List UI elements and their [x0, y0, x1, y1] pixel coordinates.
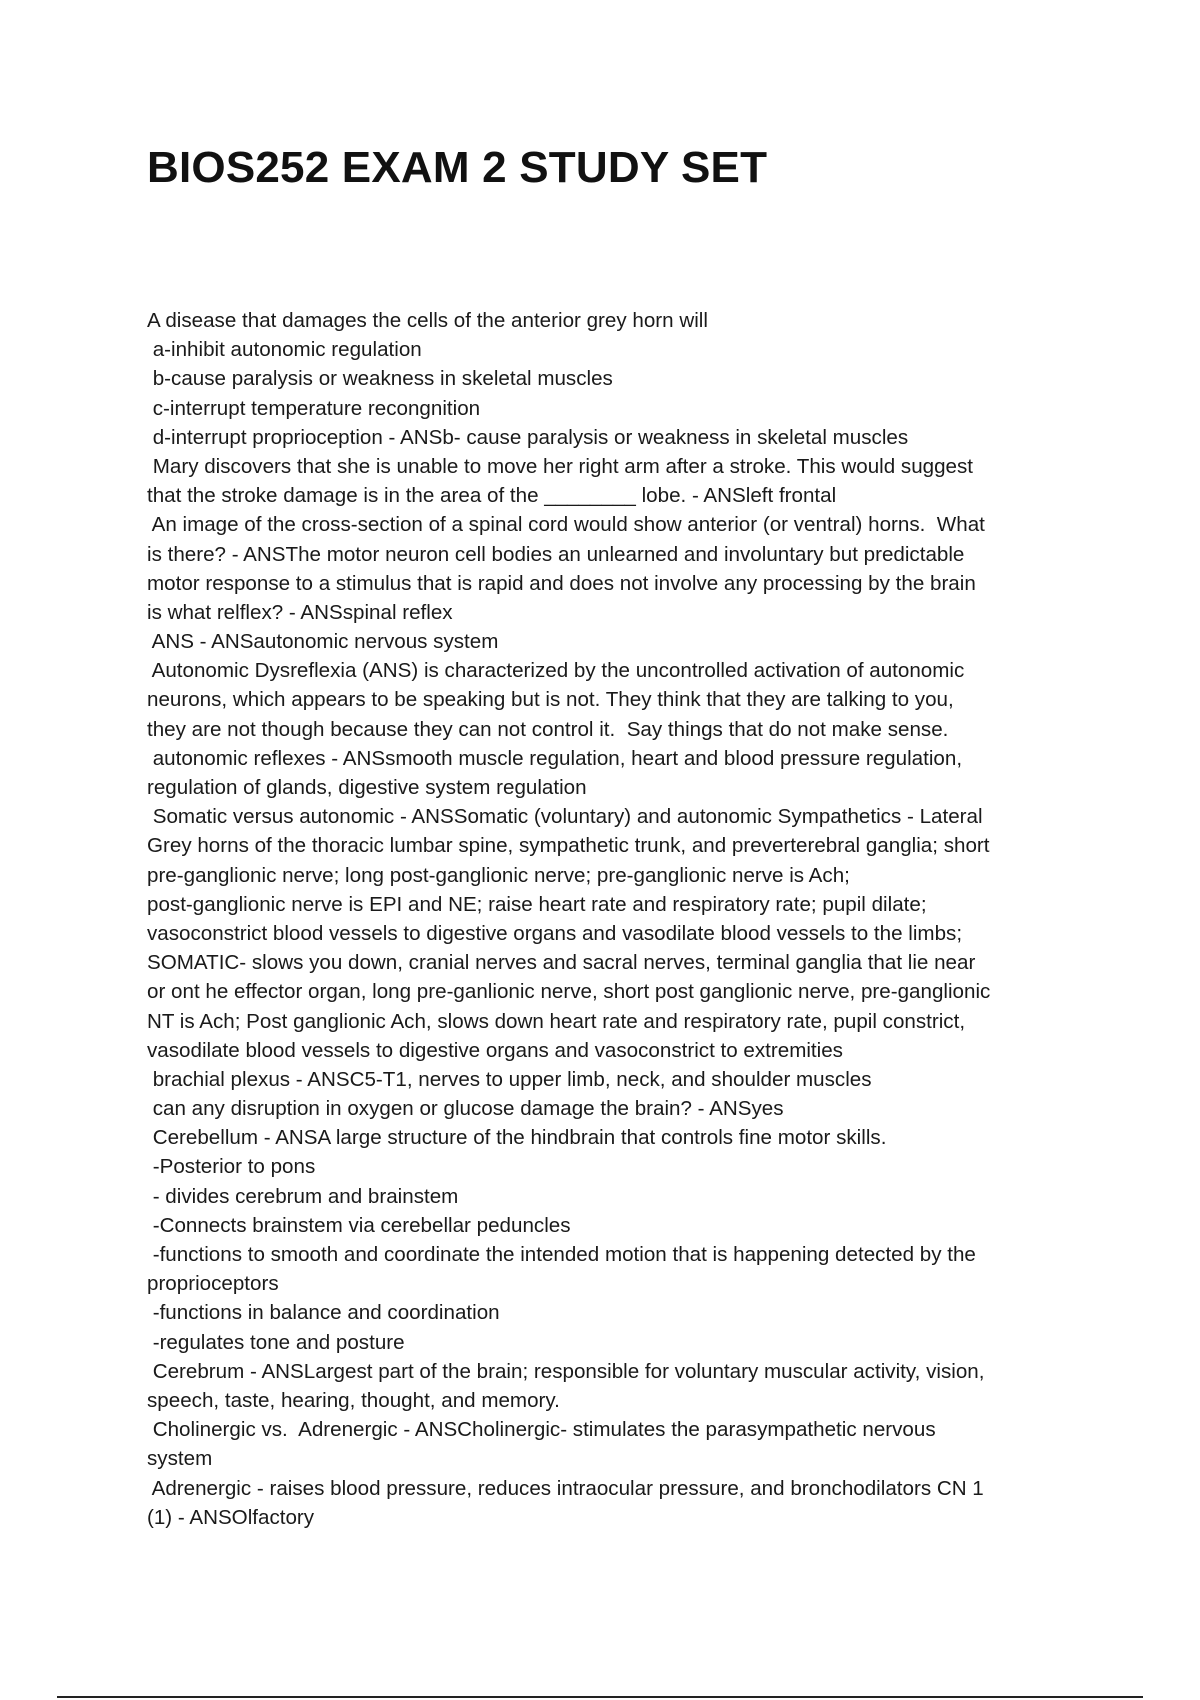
text-line: a-inhibit autonomic regulation [147, 338, 422, 362]
text-line: or ont he effector organ, long pre-ganlionic nerve, short post ganglionic nerve, pre-ganglionic [147, 980, 991, 1004]
text-line: brachial plexus - ANSC5-T1, nerves to upper limb, neck, and shoulder muscles [147, 1067, 872, 1091]
text-line: Grey horns of the thoracic lumbar spine, sympathetic trunk, and preverterebral ganglia; short [147, 834, 990, 858]
text-line: Autonomic Dysreflexia (ANS) is characterized by the uncontrolled activation of autonomic [147, 659, 965, 683]
text-line: -regulates tone and posture [147, 1330, 405, 1354]
text-line: vasoconstrict blood vessels to digestive organs and vasodilate blood vessels to the limbs; [147, 921, 963, 945]
text-line: that the stroke damage is in the area of the ________ lobe. - ANSleft frontal [147, 484, 837, 508]
text-line: b-cause paralysis or weakness in skeletal muscles [147, 367, 613, 391]
text-line: (1) - ANSOlfactory [147, 1505, 315, 1529]
text-line: A disease that damages the cells of the anterior grey horn will [147, 309, 708, 332]
text-line: vasodilate blood vessels to digestive organs and vasoconstrict to extremities [147, 1038, 843, 1062]
text-line: d-interrupt proprioception - ANSb- cause paralysis or weakness in skeletal muscles [147, 425, 909, 449]
text-line: Cerebellum - ANSA large structure of the hindbrain that controls fine motor skills. [147, 1126, 887, 1150]
text-line: - divides cerebrum and brainstem [147, 1184, 459, 1208]
text-line: is there? - ANSThe motor neuron cell bodies an unlearned and involuntary but predictable [147, 542, 965, 566]
text-line: -Posterior to pons [147, 1155, 316, 1179]
text-line: is what relflex? - ANSspinal reflex [147, 600, 453, 624]
text-line: An image of the cross-section of a spinal cord would show anterior (or ventral) horns. What [147, 513, 985, 537]
text-line: proprioceptors [147, 1272, 279, 1296]
text-line: motor response to a stimulus that is rapid and does not involve any processing by the brain [147, 571, 976, 595]
text-line: c-interrupt temperature recongnition [147, 396, 481, 420]
document-title: BIOS252 EXAM 2 STUDY SET [147, 143, 768, 192]
text-line: can any disruption in oxygen or glucose damage the brain? - ANSyes [147, 1097, 784, 1121]
text-line: Cerebrum - ANSLargest part of the brain; responsible for voluntary muscular activity, vision, [147, 1359, 985, 1383]
text-line: system [147, 1447, 213, 1471]
text-line: -functions to smooth and coordinate the intended motion that is happening detected by the [147, 1243, 976, 1266]
text-line: -Connects brainstem via cerebellar peduncles [147, 1213, 571, 1237]
text-line: speech, taste, hearing, thought, and memory. [147, 1388, 560, 1412]
text-line: NT is Ach; Post ganglionic Ach, slows down heart rate and respiratory rate, pupil constrict, [147, 1009, 966, 1033]
text-line: autonomic reflexes - ANSsmooth muscle regulation, heart and blood pressure regulation, [147, 746, 963, 770]
text-line: Adrenergic - raises blood pressure, reduces intraocular pressure, and bronchodilators CN 1 [147, 1476, 984, 1500]
text-line: -functions in balance and coordination [147, 1301, 500, 1325]
text-line: Mary discovers that she is unable to move her right arm after a stroke. This would suggest [147, 454, 974, 478]
text-line: pre-ganglionic nerve; long post-ganglionic nerve; pre-ganglionic nerve is Ach; [147, 863, 850, 887]
text-line: neurons, which appears to be speaking but is not. They think that they are talking to you, [147, 688, 954, 712]
text-line: regulation of glands, digestive system regulation [147, 776, 587, 799]
text-line: SOMATIC- slows you down, cranial nerves and sacral nerves, terminal ganglia that lie near [147, 951, 976, 975]
text-line: post-ganglionic nerve is EPI and NE; raise heart rate and respiratory rate; pupil dilate; [147, 892, 927, 916]
document-body [147, 306, 1077, 1532]
text-line: ANS - ANSautonomic nervous system [147, 630, 499, 654]
text-line: Somatic versus autonomic - ANSSomatic (voluntary) and autonomic Sympathetics - Lateral [147, 805, 983, 829]
text-line: they are not though because they can not control it. Say things that do not make sense. [147, 717, 949, 741]
text-line: Cholinergic vs. Adrenergic - ANSCholinergic- stimulates the parasympathetic nervous [147, 1418, 936, 1442]
footer-divider [57, 1696, 1143, 1698]
